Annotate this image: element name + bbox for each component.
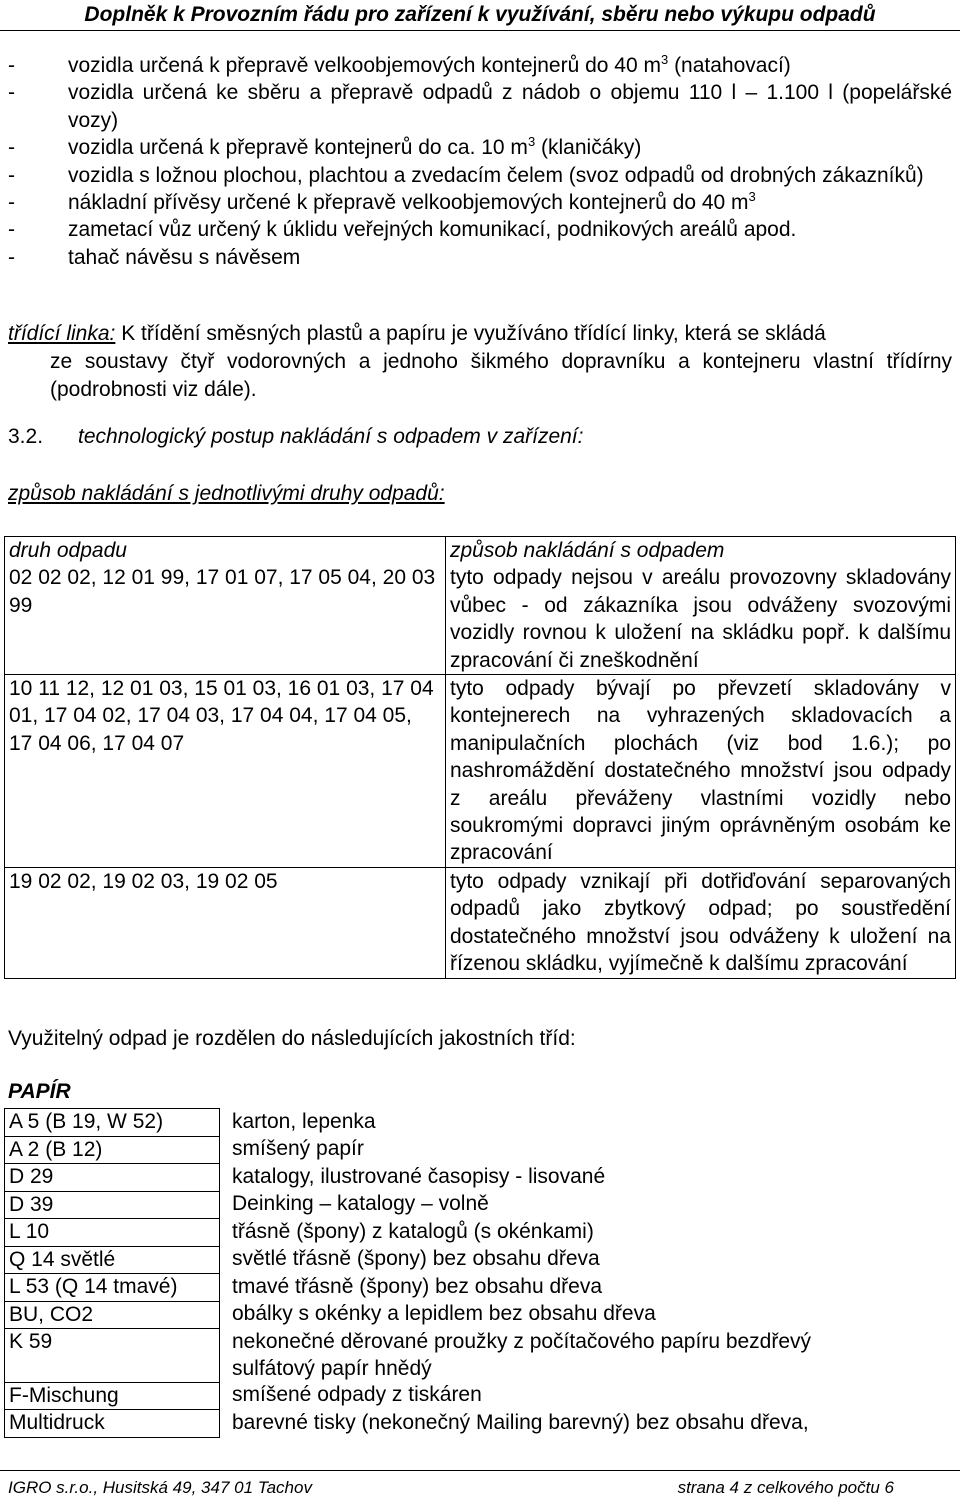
list-item xyxy=(8,189,952,216)
grade-code: L 53 (Q 14 tmavé) xyxy=(5,1274,220,1302)
table-row xyxy=(5,1356,937,1383)
grade-description: smíšený papír xyxy=(232,1137,364,1160)
table-row xyxy=(5,1164,937,1192)
table-row xyxy=(5,564,956,674)
document-footer xyxy=(0,1470,960,1505)
grade-code: A 5 (B 19, W 52) xyxy=(5,1109,220,1137)
list-item xyxy=(8,216,952,243)
table-row xyxy=(5,1109,937,1137)
grade-code: D 39 xyxy=(5,1191,220,1219)
grade-description: barevné tisky (nekonečný Mailing barevný) bez obsahu dřeva, xyxy=(232,1410,809,1434)
section-title: technologický postup nakládání s odpadem v zařízení: xyxy=(78,425,584,448)
superscript: 3 xyxy=(527,134,536,150)
list-item-text: tahač návěsu s návěsem xyxy=(68,245,301,269)
list-item-text: vozidla s ložnou plochou, plachtou a zvedacím čelem (svoz odpadů od drobných zákazníků) xyxy=(68,163,924,187)
table-row xyxy=(5,1136,937,1164)
superscript: 3 xyxy=(661,52,669,67)
table-row xyxy=(5,675,956,868)
grade-description: smíšené odpady z tiskáren xyxy=(232,1383,482,1406)
table-row xyxy=(5,1382,937,1410)
paper-heading: PAPÍR xyxy=(8,1080,71,1103)
column-header: způsob nakládání s odpadem xyxy=(446,537,956,565)
list-item-text: nákladní přívěsy určené k přepravě velkoobjemových kontejnerů do 40 m xyxy=(68,191,749,215)
sorting-line-paragraph xyxy=(8,320,952,404)
sorting-line-text: K třídění směsných plastů a papíru je využíváno třídící linky, která se skládá xyxy=(115,322,826,345)
table-row xyxy=(5,867,956,978)
list-dash: - xyxy=(8,81,15,105)
table-row xyxy=(5,1301,937,1329)
list-item-text: vozidla určená ke sběru a přepravě odpadů z nádob o objemu 110 l – 1.100 l (popelářské vozy) xyxy=(68,81,952,132)
waste-handling-table xyxy=(4,536,956,979)
grade-code: Q 14 světlé xyxy=(5,1246,220,1274)
list-dash: - xyxy=(8,218,15,242)
list-item-text: vozidla určená k přepravě kontejnerů do ca. 10 m xyxy=(68,136,528,160)
grade-description: Deinking – katalogy – volně xyxy=(232,1192,489,1215)
superscript: 3 xyxy=(748,189,756,205)
table-row xyxy=(5,1191,937,1219)
list-item xyxy=(8,134,952,161)
grade-code: BU, CO2 xyxy=(5,1301,220,1329)
footer-page-number: strana 4 z celkového počtu 6 xyxy=(677,1478,894,1497)
list-item xyxy=(8,162,952,189)
grade-code: K 59 xyxy=(5,1329,220,1356)
list-dash: - xyxy=(8,191,15,215)
list-dash: - xyxy=(8,245,15,269)
table-row xyxy=(5,1274,937,1302)
grade-description: obálky s okénky a lepidlem bez obsahu dřeva xyxy=(232,1302,656,1325)
list-item-text: zametací vůz určený k úklidu veřejných komunikací, podnikových areálů apod. xyxy=(68,218,797,242)
grade-description: nekonečné děrované proužky z počítačového papíru bezdřevý xyxy=(232,1329,812,1353)
grade-code: Multidruck xyxy=(5,1410,220,1438)
subsection-heading: způsob nakládání s jednotlivými druhy odpadů: xyxy=(8,482,445,505)
list-item-text: vozidla určená k přepravě velkoobjemových kontejnerů do 40 m xyxy=(68,54,661,77)
handling-cell: tyto odpady bývají po převzetí skladovány v kontejnerech na vyhrazených skladovacích a manipulačních plochách (viz bod 1.6.); po nashromáždění dostatečného množství jsou odpady z areálu převáženy vlastními vozidly nebo soukromými dopravci jiným oprávněným osobám ke zpracování xyxy=(446,675,956,868)
sorting-line-text-continued: ze soustavy čtyř vodorovných a jednoho šikmého dopravníku a kontejneru vlastní třídírny (podrobnosti viz dále). xyxy=(50,350,952,401)
list-dash: - xyxy=(8,54,15,77)
grade-description: tmavé třásně (špony) bez obsahu dřeva xyxy=(232,1274,603,1298)
list-item xyxy=(8,79,952,134)
column-header: druh odpadu xyxy=(5,537,446,565)
grade-code xyxy=(5,1356,220,1383)
grade-code: F-Mischung xyxy=(5,1382,220,1410)
list-item xyxy=(8,52,952,79)
grade-description: sulfátový papír hnědý xyxy=(232,1356,432,1380)
vehicle-list xyxy=(8,52,952,271)
grade-code: D 29 xyxy=(5,1164,220,1192)
paper-grades-table xyxy=(4,1108,937,1438)
grade-code: L 10 xyxy=(5,1219,220,1247)
sorting-line-label: třídící linka: xyxy=(8,322,116,345)
footer-company: IGRO s.r.o., Husitská 49, 347 01 Tachov xyxy=(8,1478,312,1497)
list-item-suffix: (klaničáky) xyxy=(535,136,642,160)
handling-cell: tyto odpady vznikají při dotřiďování separovaných odpadů jako zbytkový odpad; po soustředění dostatečného množství jsou odváženy k uložení na řízenou skládku, vyjímečně k dalšímu zpracování xyxy=(446,867,956,978)
waste-codes-cell: 19 02 02, 19 02 03, 19 02 05 xyxy=(5,867,446,978)
list-dash: - xyxy=(8,136,15,160)
waste-codes-cell: 10 11 12, 12 01 03, 15 01 03, 16 01 03, 17 04 01, 17 04 02, 17 04 03, 17 04 04, 17 04 05, 17 04 06, 17 04 07 xyxy=(5,675,446,868)
table-row xyxy=(5,1246,937,1274)
table-row xyxy=(5,1410,937,1438)
list-item-suffix: (natahovací) xyxy=(668,54,791,77)
grade-description: třásně (špony) z katalogů (s okénkami) xyxy=(232,1219,594,1243)
table-row xyxy=(5,1219,937,1247)
grade-description: světlé třásně (špony) bez obsahu dřeva xyxy=(232,1247,600,1270)
document-header: Doplněk k Provozním řádu pro zařízení k využívání, sběru nebo výkupu odpadů xyxy=(0,0,960,31)
grade-description: karton, lepenka xyxy=(232,1109,376,1133)
list-item xyxy=(8,244,952,271)
handling-cell: tyto odpady nejsou v areálu provozovny skladovány vůbec - od zákazníka jsou odváženy svozovými vozidly rovnou k uložení na skládku popř. k dalšímu zpracování či zneškodnění xyxy=(446,564,956,674)
waste-codes-cell: 02 02 02, 12 01 99, 17 01 07, 17 05 04, 20 03 99 xyxy=(5,564,446,674)
table-row xyxy=(5,1329,937,1356)
list-dash: - xyxy=(8,163,15,187)
grade-code: A 2 (B 12) xyxy=(5,1136,220,1164)
grade-description: katalogy, ilustrované časopisy - lisované xyxy=(232,1164,606,1188)
section-heading xyxy=(8,425,583,449)
classes-intro: Využitelný odpad je rozdělen do následujících jakostních tříd: xyxy=(8,1027,576,1050)
table-header-row xyxy=(5,537,956,565)
section-number: 3.2. xyxy=(8,425,44,448)
